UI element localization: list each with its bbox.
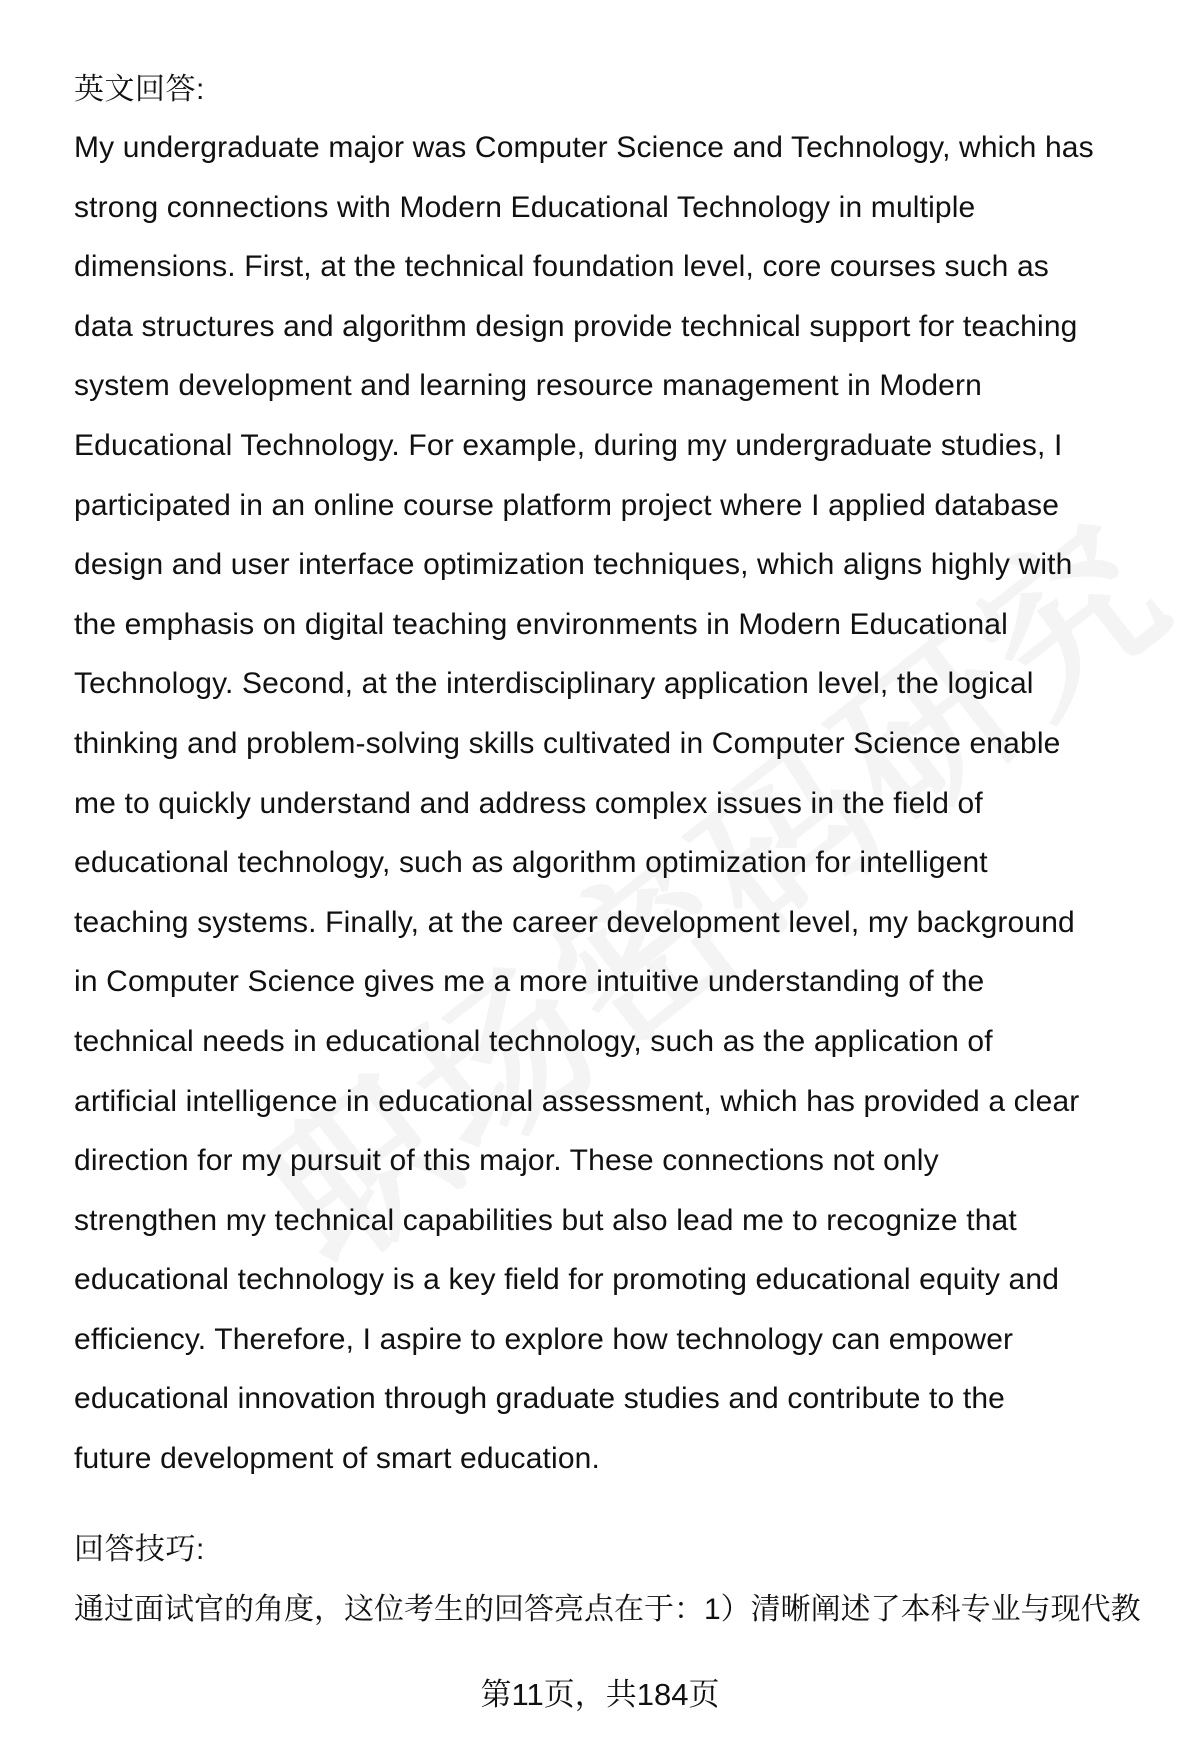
answer-line: future development of smart education. <box>74 1442 600 1476</box>
answer-line: strengthen my technical capabilities but also lead me to recognize that <box>74 1203 1017 1237</box>
answer-line: strong connections with Modern Educational Technology in multiple <box>74 190 976 224</box>
answer-line: participated in an online course platform project where I applied database <box>74 488 1060 522</box>
answer-line: Educational Technology. For example, during my undergraduate studies, I <box>74 428 1063 462</box>
answer-line: direction for my pursuit of this major. These connections not only <box>74 1144 939 1178</box>
answer-line: Technology. Second, at the interdisciplinary application level, the logical <box>74 667 1034 701</box>
answer-line: My undergraduate major was Computer Science and Technology, which has <box>74 131 1094 164</box>
answer-line: artificial intelligence in educational assessment, which has provided a clear <box>74 1084 1080 1118</box>
answer-line: technical needs in educational technology, such as the application of <box>74 1024 993 1058</box>
answer-line: thinking and problem-solving skills cultivated in Computer Science enable <box>74 726 1061 760</box>
english-answer-body <box>74 118 1154 1489</box>
answer-line: the emphasis on digital teaching environments in Modern Educational <box>74 607 1008 641</box>
answer-line: design and user interface optimization techniques, which aligns highly with <box>74 548 1073 582</box>
answer-line: dimensions. First, at the technical foundation level, core courses such as <box>74 250 1049 284</box>
answer-line: system development and learning resource management in Modern <box>74 369 982 403</box>
english-answer-heading: 英文回答: <box>74 73 205 106</box>
answer-line: educational innovation through graduate studies and contribute to the <box>74 1382 1006 1416</box>
answer-tips-text: 通过面试官的角度，这位考生的回答亮点在于：1）清晰阐述了本科专业与现代教 <box>74 1593 1141 1626</box>
answer-line: teaching systems. Finally, at the career development level, my background <box>74 905 1075 939</box>
answer-line: educational technology is a key field for promoting educational equity and <box>74 1263 1060 1297</box>
answer-line: me to quickly understand and address complex issues in the field of <box>74 786 983 820</box>
answer-line: educational technology, such as algorithm optimization for intelligent <box>74 846 988 880</box>
answer-line: data structures and algorithm design provide technical support for teaching <box>74 309 1078 343</box>
answer-line: efficiency. Therefore, I aspire to explore how technology can empower <box>74 1322 1014 1356</box>
answer-line: in Computer Science gives me a more intuitive understanding of the <box>74 965 985 999</box>
page-number-footer: 第11页，共184页 <box>480 1677 720 1712</box>
answer-tips-heading: 回答技巧: <box>74 1533 205 1566</box>
